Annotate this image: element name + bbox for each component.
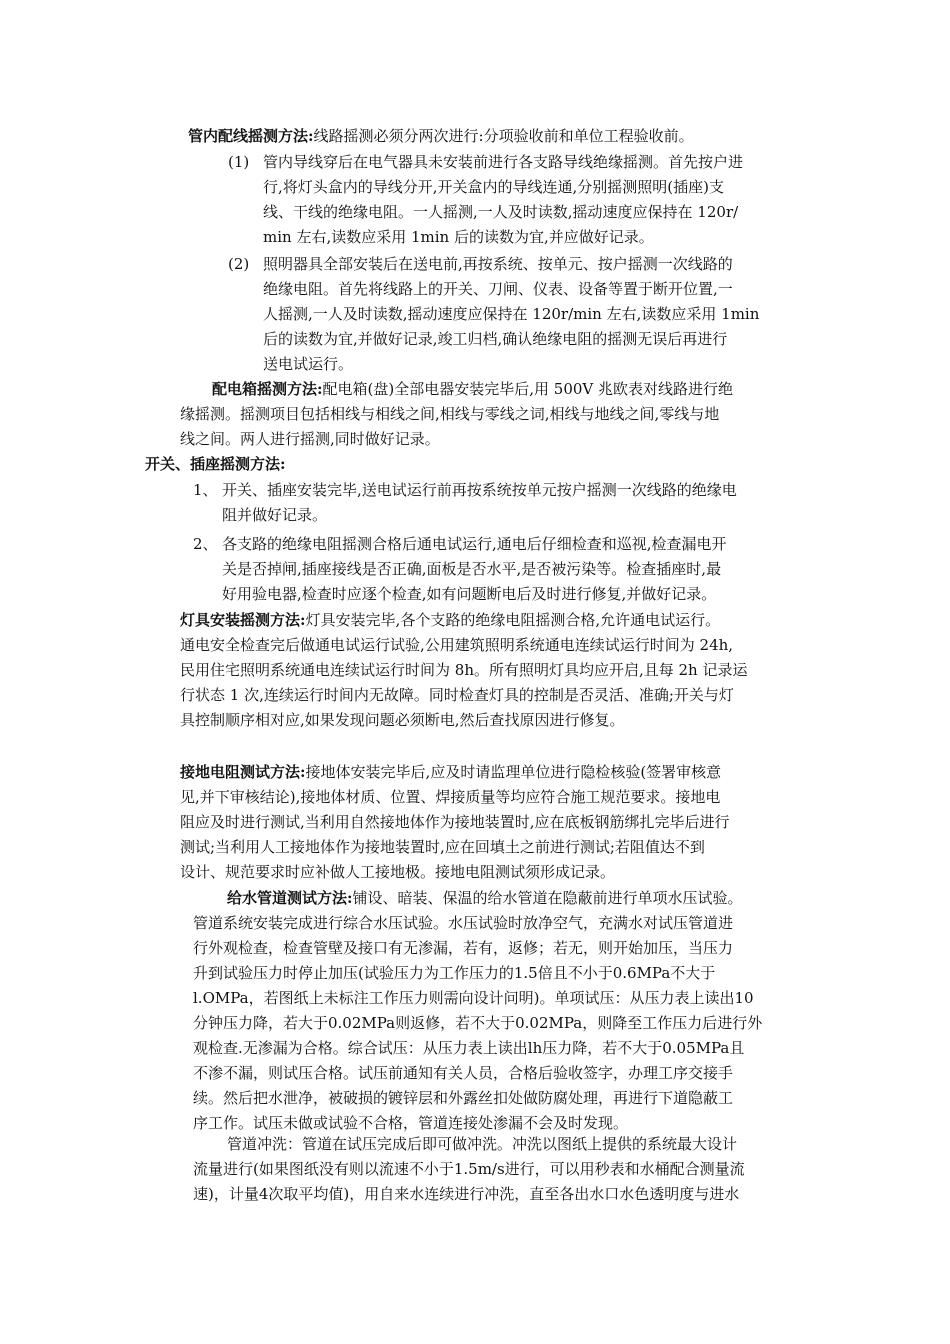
list-number: 1、 xyxy=(193,481,218,499)
distribution-box-test xyxy=(180,377,820,452)
water-pipe-test xyxy=(193,886,833,1136)
text-line: 阻应及时进行测试,当利用自然接地体作为接地装置时,应在底板钢筋绑扎完毕后进行 xyxy=(180,813,730,831)
list-number: 2、 xyxy=(193,535,218,553)
switch-socket-test-heading: 开关、插座摇测方法: xyxy=(145,455,286,473)
text-line: 线之间。两人进行摇测,同时做好记录。 xyxy=(180,430,440,448)
lamp-install-test-heading: 灯具安装摇测方法: xyxy=(180,611,306,629)
text-line: 测试;当利用人工接地体作为接地装置时,应在回填土之前进行测试;若阻值达不到 xyxy=(180,838,705,856)
text-line: 升到试验压力时停止加压(试验压力为工作压力的1.5倍且不小于0.6MPa不大于 xyxy=(193,964,716,982)
text-line: 行状态 1 次,连续运行时间内无故障。同时检查灯具的控制是否灵活、准确;开关与灯 xyxy=(180,686,734,704)
text-line: 序工作。试压未做或试验不合格，管道连接处渗漏不会及时发现。 xyxy=(193,1114,629,1132)
text-line: 行,将灯头盒内的导线分开,开关盒内的导线连通,分别摇测照明(插座)支 xyxy=(263,178,725,196)
text-line: 具控制顺序相对应,如果发现问题必须断电,然后查找原因进行修复。 xyxy=(180,711,625,729)
text-line: 设计、规范要求时应补做人工接地极。接地电阻测试须形成记录。 xyxy=(180,863,616,881)
pipe-wiring-test-heading: 管内配线摇测方法: xyxy=(188,127,314,145)
list-number: (2) xyxy=(228,255,250,273)
pipe-wiring-test-intro xyxy=(188,124,808,149)
pipe-wiring-test-intro-text: 线路摇测必须分两次进行:分项验收前和单位工程验收前。 xyxy=(313,127,694,145)
text-line: 绝缘电阻。首先将线路上的开关、刀闸、仪表、设备等置于断开位置,一 xyxy=(263,280,733,298)
pipe-flushing xyxy=(193,1132,833,1207)
text-line: 续。然后把水泄净，被破损的镀锌层和外露丝扣处做防腐处理，再进行下道隐蔽工 xyxy=(193,1089,734,1107)
pipe-wiring-item-1 xyxy=(263,150,813,250)
lamp-install-test xyxy=(180,608,820,733)
text-line: 人摇测,一人及时读数,摇动速度应保持在 120r/min 左右,读数应采用 1min xyxy=(263,305,760,323)
text-line: 配电箱(盘)全部电器安装完毕后,用 500V 兆欧表对线路进行绝 xyxy=(322,380,734,398)
text-line: 送电试运行。 xyxy=(263,355,354,373)
text-line: 见,并下审核结论),接地体材质、位置、焊接质量等均应符合施工规范要求。接地电 xyxy=(180,788,721,806)
text-line: 好用验电器,检查时应逐个检查,如有问题断电后及时进行修复,并做好记录。 xyxy=(222,585,717,603)
text-line: 通电安全检查完后做通电试运行试验,公用建筑照明系统通电连续试运行时间为 24h, xyxy=(180,636,734,654)
text-line: 开关、插座安装完毕,送电试运行前再按系统按单元按户摇测一次线路的绝缘电 xyxy=(222,481,737,499)
water-pipe-test-heading: 给水管道测试方法: xyxy=(227,889,353,907)
text-line: 关是否掉闸,插座接线是否正确,面板是否水平,是否被污染等。检查插座时,最 xyxy=(222,560,722,578)
pipe-wiring-item-2 xyxy=(263,252,813,377)
text-line: 民用住宅照明系统通电连续试运行时间为 8h。所有照明灯具均应开启,且每 2h 记录运 xyxy=(180,661,748,679)
text-line: min 左右,读数应采用 1min 后的读数为宜,并应做好记录。 xyxy=(263,228,654,246)
text-line: 灯具安装完毕,各个支路的绝缘电阻摇测合格,允许通电试运行。 xyxy=(305,611,721,629)
list-number: (1) xyxy=(228,153,250,171)
text-line: 阻并做好记录。 xyxy=(222,506,328,524)
text-line: 管道冲洗：管道在试压完成后即可做冲洗。冲洗以图纸上提供的系统最大设计 xyxy=(227,1135,738,1153)
text-line: 各支路的绝缘电阻摇测合格后通电试运行,通电后仔细检查和巡视,检查漏电开 xyxy=(222,535,727,553)
switch-socket-item-2 xyxy=(222,532,812,607)
ground-resistance-test-heading: 接地电阻测试方法: xyxy=(180,763,306,781)
text-line: 接地体安装完毕后,应及时请监理单位进行隐检核验(签署审核意 xyxy=(305,763,722,781)
text-line: 管内导线穿后在电气器具未安装前进行各支路导线绝缘摇测。首先按户进 xyxy=(263,153,744,171)
switch-socket-item-1 xyxy=(222,478,812,528)
text-line: 铺设、暗装、保温的给水管道在隐蔽前进行单项水压试验。 xyxy=(352,889,743,907)
text-line: 分钟压力降，若大于0.02MPa则返修，若不大于0.02MPa，则降至工作压力后进行外 xyxy=(193,1014,763,1032)
text-line: 流量进行(如果图纸没有则以流速不小于1.5m/s进行，可以用秒表和水桶配合测量流 xyxy=(193,1160,745,1178)
ground-resistance-test xyxy=(180,760,820,885)
text-line: l.OMPa，若图纸上未标注工作压力则需向设计问明)。单项试压：从压力表上读出10 xyxy=(193,989,754,1007)
text-line: 缘摇测。摇测项目包括相线与相线之间,相线与零线之词,相线与地线之间,零线与地 xyxy=(180,405,720,423)
text-line: 速)，计量4次取平均值)，用自来水连续进行冲洗，直至各出水口水色透明度与进水 xyxy=(193,1185,740,1203)
distribution-box-test-heading: 配电箱摇测方法: xyxy=(212,380,323,398)
text-line: 不渗不漏，则试压合格。试压前通知有关人员，合格后验收签字，办理工序交接手 xyxy=(193,1064,734,1082)
text-line: 管道系统安装完成进行综合水压试验。水压试验时放净空气，充满水对试压管道进 xyxy=(193,914,734,932)
text-line: 观检查.无渗漏为合格。综合试压：从压力表上读出lh压力降，若不大于0.05MPa且 xyxy=(193,1039,745,1057)
text-line: 后的读数为宜,并做好记录,竣工归档,确认绝缘电阻的摇测无误后再进行 xyxy=(263,330,728,348)
text-line: 线、干线的绝缘电阻。一人摇测,一人及时读数,摇动速度应保持在 120r/ xyxy=(263,203,739,221)
text-line: 行外观检查，检查管壁及接口有无渗漏，若有，返修；若无，则开始加压，当压力 xyxy=(193,939,734,957)
text-line: 照明器具全部安装后在送电前,再按系统、按单元、按户摇测一次线路的 xyxy=(263,255,733,273)
